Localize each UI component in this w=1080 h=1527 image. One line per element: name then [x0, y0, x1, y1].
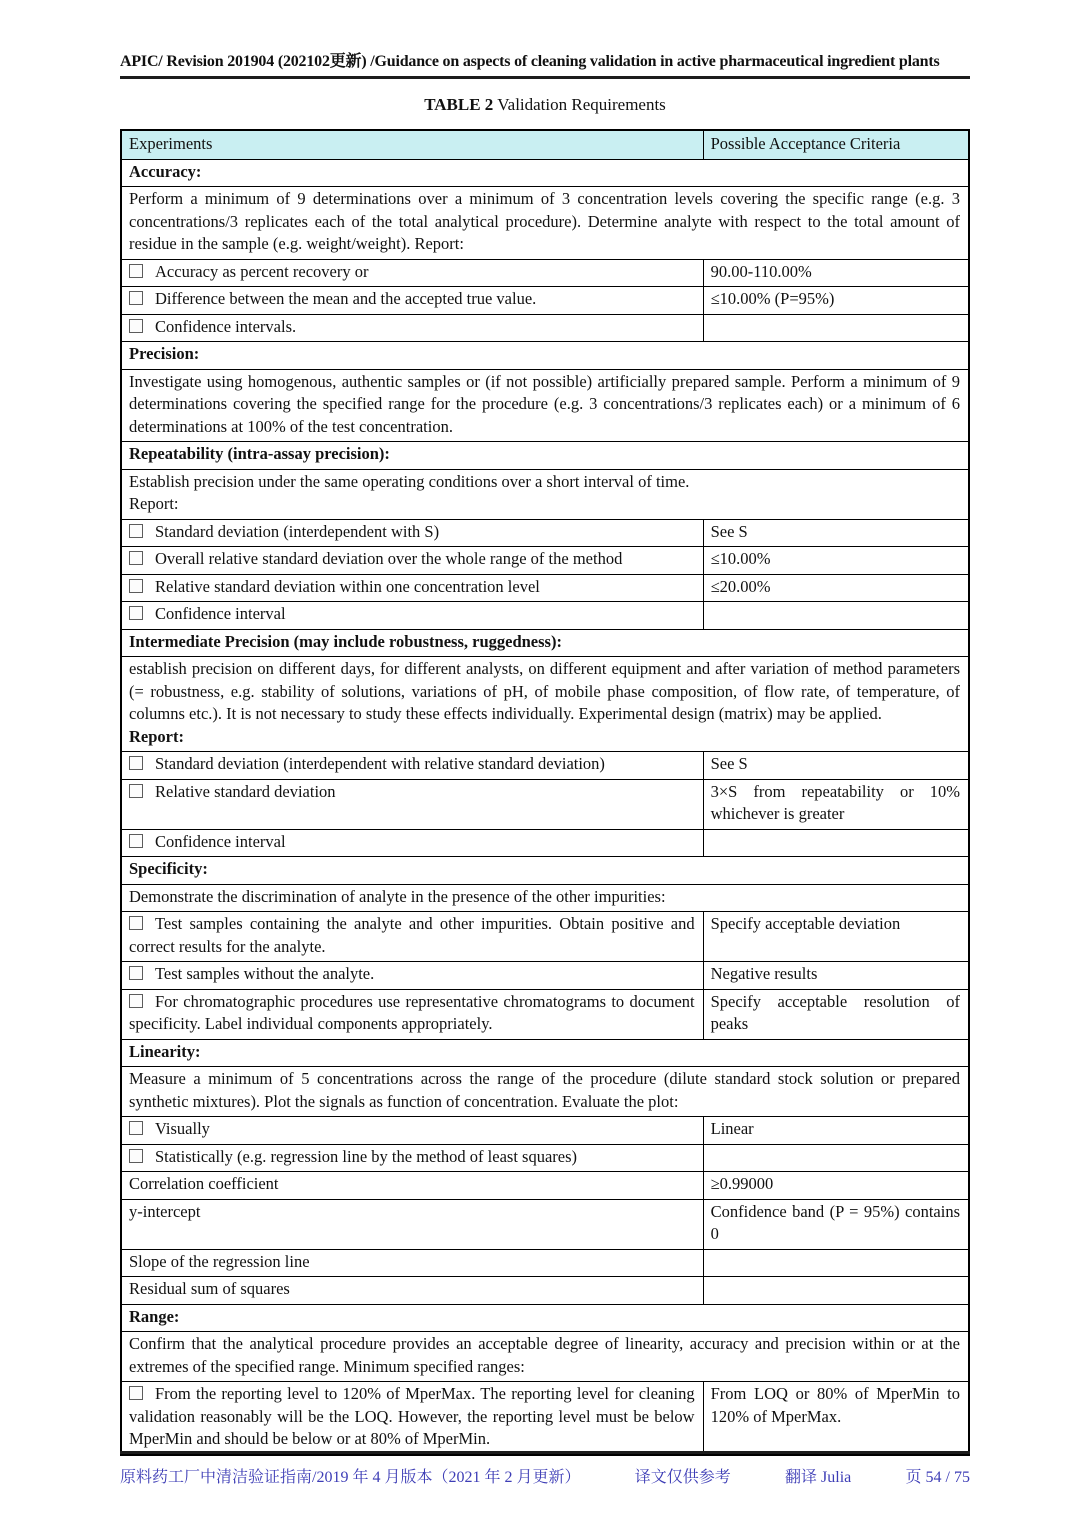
experiment-cell — [121, 1172, 703, 1200]
experiment-text: Statistically (e.g. regression line by the method of least squares) — [155, 1146, 578, 1166]
table-row — [121, 829, 969, 857]
acceptance-criteria-cell: ≤10.00% — [703, 547, 969, 575]
table-row — [121, 159, 969, 187]
table-row — [121, 1067, 969, 1117]
acceptance-criteria-cell — [703, 602, 969, 630]
checkbox-icon — [129, 579, 143, 593]
paragraph-line: Perform a minimum of 9 determinations over a minimum of 3 concentration levels covering the specific range (e.g. 3 concentrations/3 replicates each of the total analytical procedure). Determine analyte with respect to the total amount of residue in the sample (e.g. weight/weight). Report: — [129, 189, 960, 253]
experiment-text: Confidence interval — [155, 831, 286, 851]
acceptance-criteria-cell — [703, 829, 969, 857]
experiment-cell — [121, 314, 703, 342]
section-heading: Linearity: — [121, 1039, 969, 1067]
table-header-row — [121, 130, 969, 159]
footer-page-number: 页 54 / 75 — [905, 1469, 970, 1486]
table-row — [121, 369, 969, 442]
table-row — [121, 629, 969, 657]
paragraph-cell — [121, 657, 969, 752]
table-row — [121, 1277, 969, 1305]
table-row — [121, 884, 969, 912]
paragraph-line: Report: — [129, 494, 179, 513]
experiment-cell — [121, 1382, 703, 1455]
paragraph-line: Measure a minimum of 5 concentrations across the range of the procedure (dilute standard stock solution or prepared synthetic mixtures). Plot the signals as function of concentration. Evaluate the plot: — [129, 1069, 960, 1111]
experiment-cell — [121, 1144, 703, 1172]
footer-note: 译文仅供参考 — [634, 1469, 731, 1486]
experiment-text: From the reporting level to 120% of MperMax. The reporting level for cleaning validation reasonably will be the LOQ. However, the reporting level must be below MperMin and should be below or at 80% of MperMin. — [129, 1384, 695, 1448]
column-header-experiments: Experiments — [121, 130, 703, 159]
paragraph-cell — [121, 469, 969, 519]
column-header-acceptance-criteria: Possible Acceptance Criteria — [703, 130, 969, 159]
acceptance-criteria-cell: See S — [703, 752, 969, 780]
section-heading: Repeatability (intra-assay precision): — [121, 442, 969, 470]
acceptance-criteria-cell: ≤10.00% (P=95%) — [703, 287, 969, 315]
checkbox-icon — [129, 291, 143, 305]
experiment-cell — [121, 574, 703, 602]
table-row — [121, 342, 969, 370]
table-row — [121, 287, 969, 315]
acceptance-criteria-cell: 3×S from repeatability or 10% whichever is greater — [703, 779, 969, 829]
table-row — [121, 752, 969, 780]
acceptance-criteria-cell: Linear — [703, 1117, 969, 1145]
table-row — [121, 187, 969, 260]
table-row — [121, 547, 969, 575]
table-row — [121, 574, 969, 602]
table-row — [121, 912, 969, 962]
experiment-text: Difference between the mean and the accepted true value. — [155, 289, 537, 308]
table-row — [121, 1249, 969, 1277]
acceptance-criteria-cell: 90.00-110.00% — [703, 259, 969, 287]
table-row — [121, 989, 969, 1039]
section-heading: Accuracy: — [121, 159, 969, 187]
experiment-cell — [121, 912, 703, 962]
acceptance-criteria-cell: See S — [703, 519, 969, 547]
experiment-text: Correlation coefficient — [129, 1174, 279, 1193]
experiment-cell — [121, 962, 703, 990]
table-row — [121, 657, 969, 752]
experiment-cell — [121, 547, 703, 575]
acceptance-criteria-cell — [703, 1277, 969, 1305]
footer-translator: 翻译 Julia — [785, 1469, 852, 1486]
paragraph-cell — [121, 1067, 969, 1117]
acceptance-criteria-cell: From LOQ or 80% of MperMin to 120% of MperMax. — [703, 1382, 969, 1455]
experiment-cell — [121, 519, 703, 547]
experiment-text: Test samples containing the analyte and other impurities. Obtain positive and correct results for the analyte. — [129, 914, 695, 956]
section-heading: Precision: — [121, 342, 969, 370]
table-row — [121, 779, 969, 829]
checkbox-icon — [129, 756, 143, 770]
experiment-text: Slope of the regression line — [129, 1251, 310, 1271]
experiment-cell — [121, 287, 703, 315]
table-row — [121, 1382, 969, 1455]
document-footer — [120, 1451, 970, 1487]
experiment-text: y-intercept — [129, 1201, 201, 1221]
experiment-text: Relative standard deviation within one concentration level — [155, 576, 540, 596]
experiment-text: Standard deviation (interdependent with S) — [155, 521, 440, 541]
experiment-cell — [121, 1249, 703, 1277]
checkbox-icon — [129, 1386, 143, 1400]
table-row — [121, 1199, 969, 1249]
validation-table — [120, 129, 970, 1456]
paragraph-line: Confirm that the analytical procedure provides an acceptable degree of linearity, accuracy and precision within or at the extremes of the specified range. Minimum specified ranges: — [129, 1334, 960, 1376]
paragraph-cell — [121, 1332, 969, 1382]
document-header — [120, 0, 970, 79]
paragraph-cell — [121, 369, 969, 442]
section-heading: Specificity: — [121, 857, 969, 885]
acceptance-criteria-cell: Specify acceptable deviation — [703, 912, 969, 962]
experiment-text: For chromatographic procedures use representative chromatograms to document specificity. Label individual components appropriately. — [129, 991, 695, 1033]
paragraph-cell — [121, 884, 969, 912]
acceptance-criteria-cell: ≤20.00% — [703, 574, 969, 602]
table-row — [121, 1304, 969, 1332]
table-title — [120, 95, 970, 115]
table-title-text: Validation Requirements — [493, 95, 666, 114]
paragraph-line: Establish precision under the same operating conditions over a short interval of time. — [129, 471, 690, 491]
experiment-text: Standard deviation (interdependent with relative standard deviation) — [155, 754, 605, 773]
checkbox-icon — [129, 784, 143, 798]
section-heading: Range: — [121, 1304, 969, 1332]
table-row — [121, 442, 969, 470]
table-row — [121, 1039, 969, 1067]
experiment-cell — [121, 1277, 703, 1305]
experiment-cell — [121, 259, 703, 287]
experiment-cell — [121, 989, 703, 1039]
table-title-number: TABLE 2 — [424, 95, 494, 114]
table-row — [121, 1144, 969, 1172]
experiment-text: Confidence intervals. — [155, 316, 297, 336]
paragraph-line: establish precision on different days, for different analysts, on different equipment and after variation of method parameters (= robustness, e.g. stability of solutions, variations of pH, of mobile phase composition, of flow rate, of temperature, of columns etc.). It is not necessary to study these effects individually. Experimental design (matrix) may be applied. — [129, 659, 960, 723]
acceptance-criteria-cell — [703, 314, 969, 342]
checkbox-icon — [129, 264, 143, 278]
acceptance-criteria-cell: Negative results — [703, 962, 969, 990]
footer-doc-title: 原料药工厂中清洁验证指南/2019 年 4 月版本（2021 年 2 月更新） — [120, 1469, 581, 1486]
acceptance-criteria-cell: Confidence band (P = 95%) contains 0 — [703, 1199, 969, 1249]
experiment-cell — [121, 779, 703, 829]
table-row — [121, 1332, 969, 1382]
experiment-text: Overall relative standard deviation over the whole range of the method — [155, 549, 623, 568]
paragraph-line: Report: — [129, 726, 184, 746]
table-row — [121, 857, 969, 885]
experiment-text: Relative standard deviation — [155, 781, 336, 801]
checkbox-icon — [129, 916, 143, 930]
checkbox-icon — [129, 551, 143, 565]
checkbox-icon — [129, 524, 143, 538]
table-row — [121, 1172, 969, 1200]
document-page — [120, 0, 970, 1527]
checkbox-icon — [129, 834, 143, 848]
acceptance-criteria-cell: Specify acceptable resolution of peaks — [703, 989, 969, 1039]
validation-table-body — [121, 159, 969, 1455]
checkbox-icon — [129, 1121, 143, 1135]
section-heading: Intermediate Precision (may include robustness, ruggedness): — [121, 629, 969, 657]
acceptance-criteria-cell — [703, 1144, 969, 1172]
checkbox-icon — [129, 1149, 143, 1163]
checkbox-icon — [129, 606, 143, 620]
experiment-text: Accuracy as percent recovery or — [155, 261, 369, 281]
header-text: APIC/ Revision 201904 (202102更新) /Guidance on aspects of cleaning validation in active pharmaceutical ingredient plants — [120, 53, 940, 70]
acceptance-criteria-cell — [703, 1249, 969, 1277]
experiment-text: Residual sum of squares — [129, 1279, 290, 1298]
table-row — [121, 1117, 969, 1145]
acceptance-criteria-cell: ≥0.99000 — [703, 1172, 969, 1200]
experiment-cell — [121, 602, 703, 630]
experiment-cell — [121, 1117, 703, 1145]
paragraph-line: Demonstrate the discrimination of analyte in the presence of the other impurities: — [129, 886, 666, 906]
checkbox-icon — [129, 994, 143, 1008]
experiment-cell — [121, 829, 703, 857]
checkbox-icon — [129, 319, 143, 333]
table-row — [121, 314, 969, 342]
experiment-text: Test samples without the analyte. — [155, 964, 375, 983]
table-row — [121, 259, 969, 287]
table-row — [121, 469, 969, 519]
checkbox-icon — [129, 966, 143, 980]
table-row — [121, 602, 969, 630]
experiment-text: Visually — [155, 1119, 210, 1138]
table-row — [121, 962, 969, 990]
paragraph-line: Investigate using homogenous, authentic samples or (if not possible) artificially prepared sample. Perform a minimum of 9 determinations covering the specified range for the procedure (e.g. 3 concentrations/3 replicates each) or a minimum of 6 determinations at 100% of the test concentration. — [129, 371, 960, 436]
paragraph-cell — [121, 187, 969, 260]
experiment-cell — [121, 752, 703, 780]
experiment-text: Confidence interval — [155, 604, 286, 623]
experiment-cell — [121, 1199, 703, 1249]
table-row — [121, 519, 969, 547]
